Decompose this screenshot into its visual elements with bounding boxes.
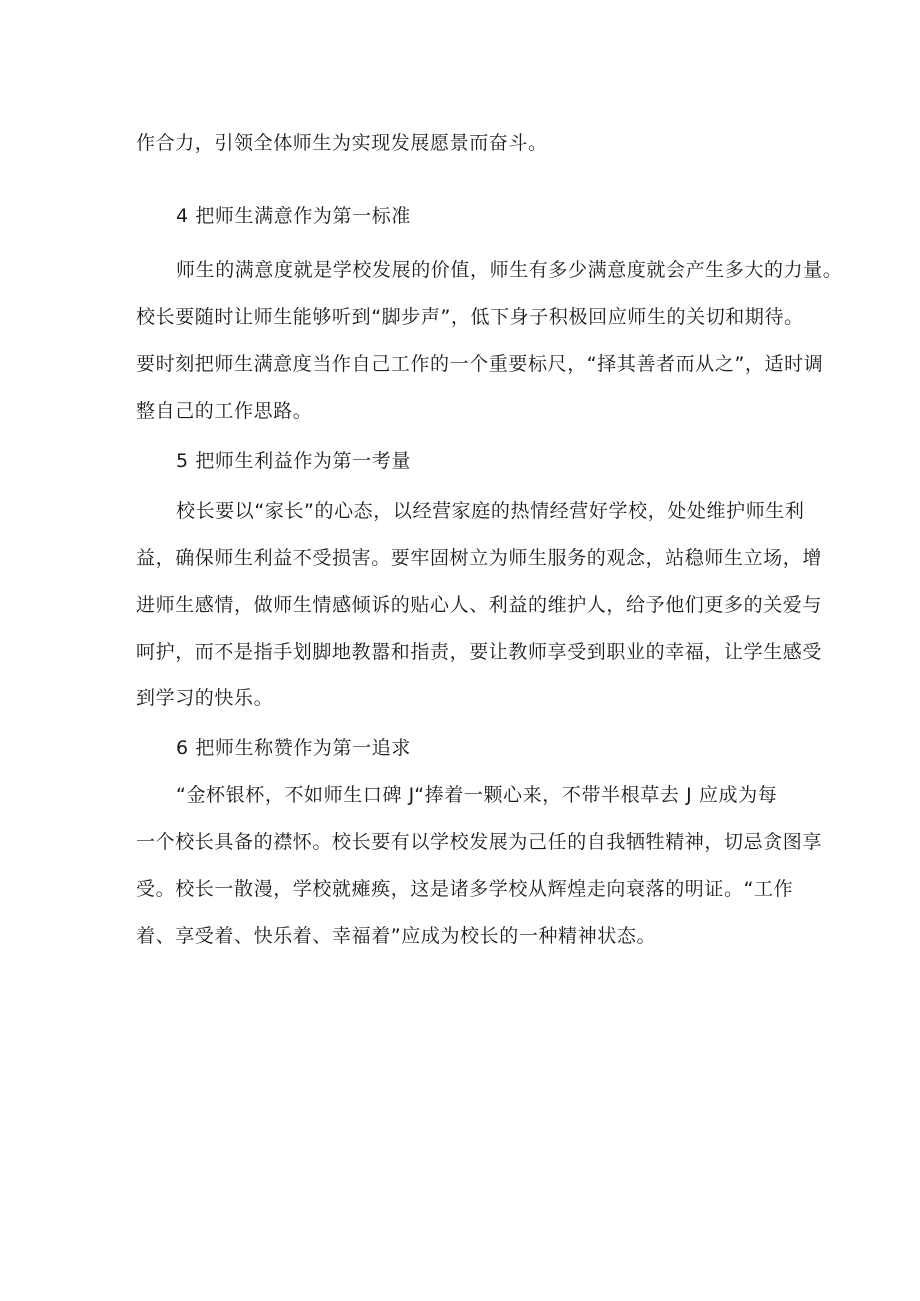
section-5-line-2: 益，确保师生利益不受损害。要牢固树立为师生服务的观念，站稳师生立场，增 <box>136 547 823 569</box>
section-6-line-2: 一个校长具备的襟怀。校长要有以学校发展为己任的自我牺牲精神，切忌贪图享 <box>136 831 823 853</box>
section-4-heading: 4 把师生满意作为第一标准 <box>176 205 411 227</box>
section-4-line-2: 校长要随时让师生能够听到“脚步声”，低下身子积极回应师生的关切和期待。 <box>136 306 804 328</box>
section-5-heading: 5 把师生利益作为第一考量 <box>176 450 411 472</box>
section-6-heading: 6 把师生称赞作为第一追求 <box>176 737 411 759</box>
section-4-line-4: 整自己的工作思路。 <box>136 400 313 422</box>
intro-tail-line: 作合力，引领全体师生为实现发展愿景而奋斗。 <box>136 132 548 154</box>
section-6-line-3: 受。校长一散漫，学校就瘫痪，这是诸多学校从辉煌走向衰落的明证。“工作 <box>136 878 794 900</box>
section-5-line-3: 进师生感情，做师生情感倾诉的贴心人、利益的维护人，给予他们更多的关爱与 <box>136 594 823 616</box>
section-5-line-5: 到学习的快乐。 <box>136 687 274 709</box>
section-4-line-3: 要时刻把师生满意度当作自己工作的一个重要标尺，“择其善者而从之”，适时调 <box>136 353 824 375</box>
section-5-line-1: 校长要以“家长”的心态，以经营家庭的热情经营好学校，处处维护师生利 <box>176 500 805 522</box>
section-6-line-4: 着、享受着、快乐着、幸福着”应成为校长的一种精神状态。 <box>136 925 657 947</box>
section-6-line-1: “金杯银杯，不如师生口碑 J“捧着一颗心来，不带半根草去 J 应成为每 <box>176 784 778 806</box>
section-5-line-4: 呵护，而不是指手划脚地教嚣和指责，要让教师享受到职业的幸福，让学生感受 <box>136 641 823 663</box>
section-4-line-1: 师生的满意度就是学校发展的价值，师生有多少满意度就会产生多大的力量。 <box>176 259 843 281</box>
